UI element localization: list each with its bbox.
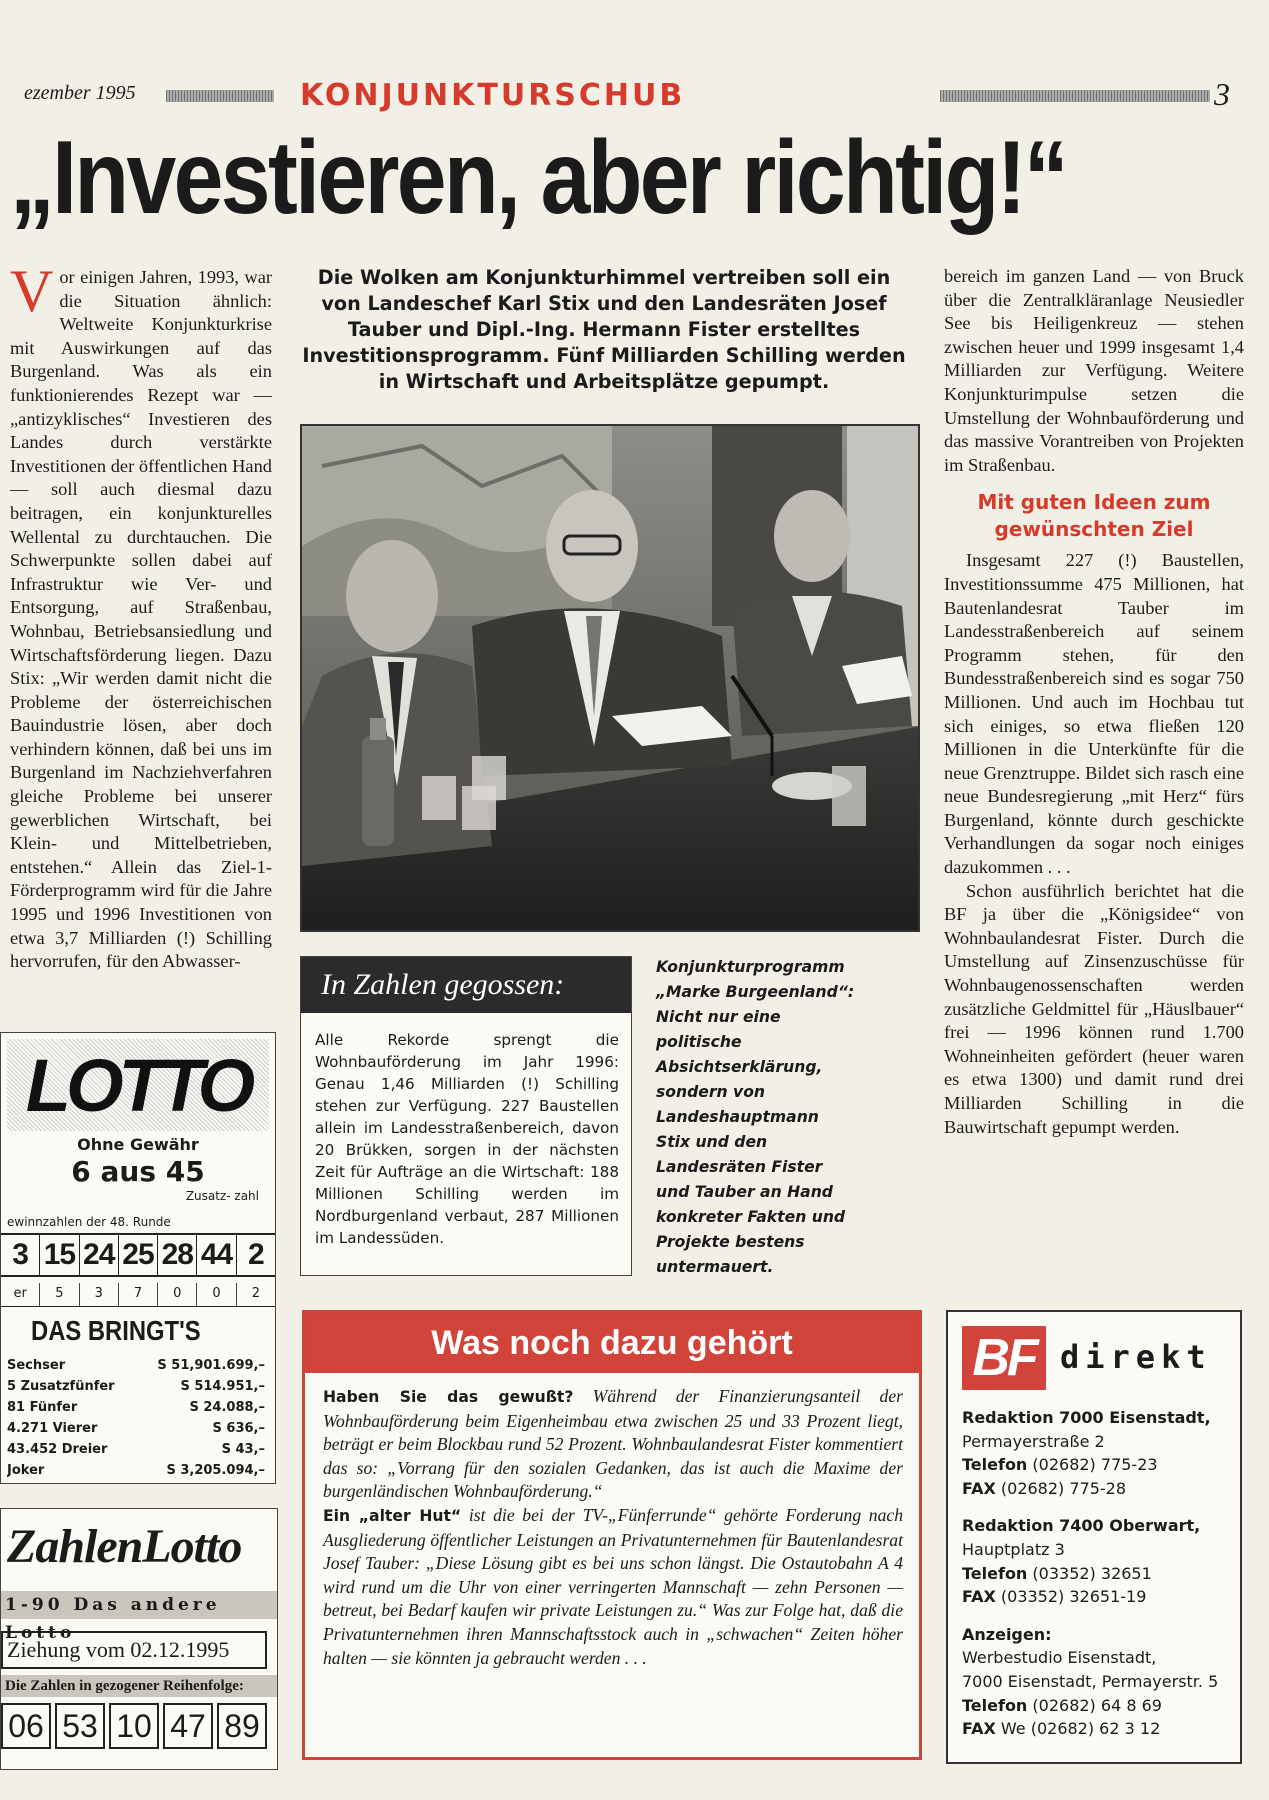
prize-label: 5 Zusatzfünfer (7, 1379, 115, 1394)
info-paragraph-1-lead: Haben Sie das gewußt? (323, 1388, 574, 1406)
zahlenlotto-box (0, 1508, 278, 1770)
joker-label: er (1, 1283, 40, 1306)
ads-fax-label: FAX (962, 1719, 996, 1739)
right-paragraph-1: bereich im ganzen Land — von Bruck über die Zentralkläranlage Neusiedler See bis Heiligenkreuz — stehen zwischen heuer und 1999 insgesamt 1,4 Milliarden zur Verfügung. Weitere Konjunkturimpulse setzen die Umstellung der Wohnbauförderung und das massive Vorantreiben von Projekten im Straßenbau. (944, 266, 1244, 475)
prize-value: S 24.088,– (189, 1400, 265, 1415)
ads-title: Anzeigen: (962, 1624, 1052, 1644)
joker-digit: 0 (158, 1283, 197, 1306)
section-kicker: KONJUNKTURSCHUB (300, 78, 686, 113)
bf-direkt-logo (962, 1326, 1226, 1390)
office-1-fax: (02682) 775-28 (995, 1478, 1127, 1498)
lotto-number: 15 (40, 1235, 79, 1275)
office-2-fax-label: FAX (962, 1587, 996, 1607)
drawn-number: 53 (55, 1703, 105, 1749)
office-1-tel: (02682) 775-23 (1027, 1455, 1158, 1475)
office-1-title: Redaktion 7000 Eisenstadt, (962, 1408, 1211, 1427)
right-article-column (944, 265, 1244, 1139)
joker-digit: 2 (251, 1286, 260, 1301)
office-2-street: Hauptplatz 3 (962, 1539, 1065, 1559)
office-1-tel-label: Telefon (962, 1455, 1028, 1475)
drawn-number: 89 (217, 1703, 267, 1749)
advertising-contact (962, 1623, 1226, 1741)
office-2-tel-label: Telefon (962, 1563, 1028, 1583)
photo-illustration (302, 426, 920, 932)
info-paragraph-2-text: ist die bei der TV-„Fünferrunde“ gehörte Forderung nach Ausgliederung öffentlicher Leistungen an Privatunternehmen für Bautenlandesrat Josef Tauber: „Diese Lösung gibt es bei uns schon längst. Die Ostautobahn A 4 wird rund um die Uhr von einer verringerten Mannschaft — zehn Personen — betreut, bei Bedarf kaufen wir private Leistungen zu.“ Was zur Folge hat, daß die Privatunternehmen ihren Mannschaftsstock auch in „schwachen“ Zeiten höher halten — sie könnten ja gebraucht werden . . . (323, 1504, 903, 1668)
lotto-bonus-label: Zusatz- zahl (185, 1189, 259, 1203)
info-box-body (305, 1373, 919, 1670)
ads-tel-label: Telefon (962, 1695, 1028, 1715)
right-paragraph-3: Schon ausführlich berichtet hat die BF ja über die „Königsidee“ von Wohnbaulandesrat Fister. Durch die Umstellung auf Zinsenzuschüsse für Wohnbaugenossenschaften werden zusätzliche Geldmittel für „Häuslbauer“ frei — 1996 können rund 1.700 Wohneinheiten gefördert (heuer waren es etwa 1300) und damit rund drei Milliarden Schilling in die Bauwirtschaft gepumpt werden. (944, 880, 1244, 1137)
prize-row (7, 1418, 265, 1439)
page-header (0, 78, 1269, 112)
lotto-number: 44 (197, 1235, 236, 1275)
joker-digit: 5 (40, 1283, 79, 1306)
joker-digit: 7 (119, 1283, 158, 1306)
lotto-disclaimer: Ohne Gewähr (77, 1135, 199, 1154)
prize-value: S 51,901.699,– (157, 1358, 265, 1373)
prizes-heading: DAS BRINGT'S (31, 1315, 201, 1346)
ads-fax: We (02682) 62 3 12 (995, 1719, 1161, 1739)
prize-value: S 636,– (212, 1421, 265, 1436)
draw-date: Ziehung vom 02.12.1995 (1, 1631, 267, 1669)
right-paragraph-2: Insgesamt 227 (!) Baustellen, Investitionssumme 475 Millionen, hat Bautenlandesrat Tauber im Landesstraßenbereich auf seinem Programm stehen, für den Bundesstraßenbereich sind es sogar 750 Millionen. Und auch im Hochbau tut sich einiges, so etwa fließen 120 Millionen in die Unterkünfte für die neue Grenztruppe. Bildet sich rasch eine neue Bundesregierung „mit Herz“ fürs Burgenland, könnte durch geschickte Verhandlungen da sogar noch einiges dazukommen . . . (944, 550, 1244, 878)
bf-logo-badge: BF (962, 1326, 1046, 1390)
left-column-text: or einigen Jahren, 1993, war die Situation ähnlich: Weltweite Konjunkturkrise mit Auswirkungen auf das Burgenland. Was als ein funktionierendes Rezept war — „antizyklisches“ Investieren des Landes durch verstärkte Investitionen der öffentlichen Hand — soll auch diesmal dazu beitragen, ein konjunkturelles Wellental zu durchtauchen. Die Schwerpunkte sollen dabei auf Infrastruktur wie Ver- und Entsorgung, auf Straßenbau, Wohnbau, Betriebsansiedlung und Wirtschaftsförderung liegen. Dazu Stix: „Wir werden damit nicht die Probleme der österreichischen Bauindustrie lösen, aber doch verhindern können, daß bei uns im Burgenland im Nachziehverfahren gleiche Probleme bei unserer gewerblichen Wirtschaft, bei Klein- und Mittelbetrieben, entstehen.“ Allein das Ziel-1-Förderprogramm wird für die Jahre 1995 und 1996 Investitionen von etwa 3,7 Milliarden (!) Schilling hervorrufen, für den Abwasser- (10, 267, 272, 972)
joker-digit: 0 (197, 1283, 236, 1306)
zahlenlotto-logo: ZahlenLotto (7, 1520, 242, 1573)
facts-box-text: Alle Rekorde sprengt die Wohnbauförderung im Jahr 1996: Genau 1,46 Milliarden (!) Schilling stehen zur Verfügung. 227 Baustellen allein im Landesstraßenbereich, davon 20 Brükken, sorgen in der nächsten Zeit für Aufträge an die Wirtschaft: 188 Millionen Schilling werden im Nordburgenland verbaut, 287 Millionen im Landessüden. (315, 1031, 619, 1247)
photo-caption: Konjunkturprogramm „Marke Burgeenland“: Nicht nur eine politische Absichtserklärung, sondern von Landeshauptmann Stix und den Landesräten Fister und Tauber an Hand konkreter Fakten und Projekte bestens untermauert. (656, 958, 855, 1276)
info-box-title: Was noch dazu gehört (305, 1313, 919, 1373)
subheading: Mit guten Ideen zum gewünschten Ziel (977, 490, 1211, 542)
joker-digit: 3 (80, 1283, 119, 1306)
draw-order-label: Die Zahlen in gezogener Reihenfolge: (1, 1675, 277, 1697)
lotto-number: 25 (119, 1235, 158, 1275)
info-paragraph-2-lead: Ein „alter Hut“ (323, 1506, 462, 1525)
prize-row (7, 1460, 265, 1481)
spacer (962, 1609, 1226, 1623)
article-lead: Die Wolken am Konjunkturhimmel vertreiben soll ein von Landeschef Karl Stix und den Landesräten Josef Tauber und Dipl.-Ing. Hermann Fister erstelltes Investitionsprogramm. Fünf Milliarden Schilling werden in Wirtschaft und Arbeitsplätze gepumpt. (302, 266, 906, 393)
facts-box (300, 956, 632, 1276)
zahlenlotto-tagline: 1-90 Das andere Lotto (1, 1591, 277, 1619)
lotto-number: 3 (1, 1235, 40, 1275)
prizes-list (7, 1355, 265, 1481)
drawn-number: 06 (1, 1703, 51, 1749)
office-2-title: Redaktion 7400 Oberwart, (962, 1516, 1201, 1536)
drop-cap: V (10, 266, 54, 324)
prize-row (7, 1355, 265, 1376)
prize-value: S 514.951,– (180, 1379, 265, 1394)
office-2-fax: (03352) 32651-19 (995, 1587, 1147, 1607)
info-box (302, 1310, 922, 1760)
drawn-number: 10 (109, 1703, 159, 1749)
facts-box-title: In Zahlen gegossen: (301, 957, 631, 1013)
ads-tel: (02682) 64 8 69 (1027, 1695, 1162, 1715)
drawn-number: 47 (163, 1703, 213, 1749)
contact-box (946, 1310, 1242, 1764)
lotto-round: ewinnzahlen der 48. Runde (7, 1215, 171, 1229)
prize-row (7, 1376, 265, 1397)
lotto-numbers (1, 1233, 275, 1277)
ads-line-1: Werbestudio Eisenstadt, (962, 1648, 1157, 1668)
header-rule-left (166, 90, 274, 102)
prize-label: 43.452 Dreier (7, 1442, 108, 1457)
headline: „Investieren, aber richtig!“ (10, 120, 1067, 236)
issue-date: ezember 1995 (24, 82, 136, 104)
lotto-bonus-number: 2 (247, 1238, 264, 1271)
prize-value: S 3,205.094,– (166, 1463, 265, 1478)
office-2-tel: (03352) 32651 (1027, 1563, 1152, 1583)
prize-row (7, 1439, 265, 1460)
prize-row (7, 1397, 265, 1418)
info-paragraph-1-text: Während der Finanzierungsanteil der Wohnbauförderung beim Eigenheimbau etwa zwischen 25 und 33 Prozent liegt, beträgt er beim Blockbau rund 52 Prozent. Wohnbaulandesrat Fister kommentiert das so: „Vorrang für den sozialen Gedanken, das ist auch die Maxime der burgenländischen Wohnbauförderung.“ (323, 1386, 903, 1502)
lotto-number: 28 (158, 1235, 197, 1275)
joker-numbers (1, 1283, 275, 1307)
prize-label: Sechser (7, 1358, 66, 1373)
office-1-fax-label: FAX (962, 1478, 996, 1498)
page-number: 3 (1214, 76, 1230, 112)
info-paragraph-1 (323, 1385, 903, 1504)
spacer (962, 1500, 1226, 1514)
left-article-column (10, 266, 272, 974)
press-conference-photo (300, 424, 920, 932)
prize-label: 4.271 Vierer (7, 1421, 98, 1436)
prize-label: 81 Fünfer (7, 1400, 78, 1415)
header-rule-right (940, 90, 1210, 102)
lotto-number: 24 (80, 1235, 119, 1275)
zahlenlotto-numbers (1, 1703, 277, 1749)
bf-logo-word: direkt (1060, 1338, 1212, 1377)
ads-line-2: 7000 Eisenstadt, Permayerstr. 5 (962, 1671, 1219, 1691)
prize-value: S 43,– (221, 1442, 265, 1457)
lotto-game-title: 6 aus 45 (71, 1155, 205, 1188)
office-oberwart (962, 1514, 1226, 1608)
office-1-street: Permayerstraße 2 (962, 1431, 1105, 1451)
lotto-logo (7, 1039, 269, 1131)
info-paragraph-2 (323, 1504, 903, 1670)
lotto-results-box (0, 1032, 276, 1484)
office-eisenstadt (962, 1406, 1226, 1500)
prize-label: Joker (7, 1463, 45, 1478)
lotto-logo-text: LOTTO (25, 1043, 251, 1127)
